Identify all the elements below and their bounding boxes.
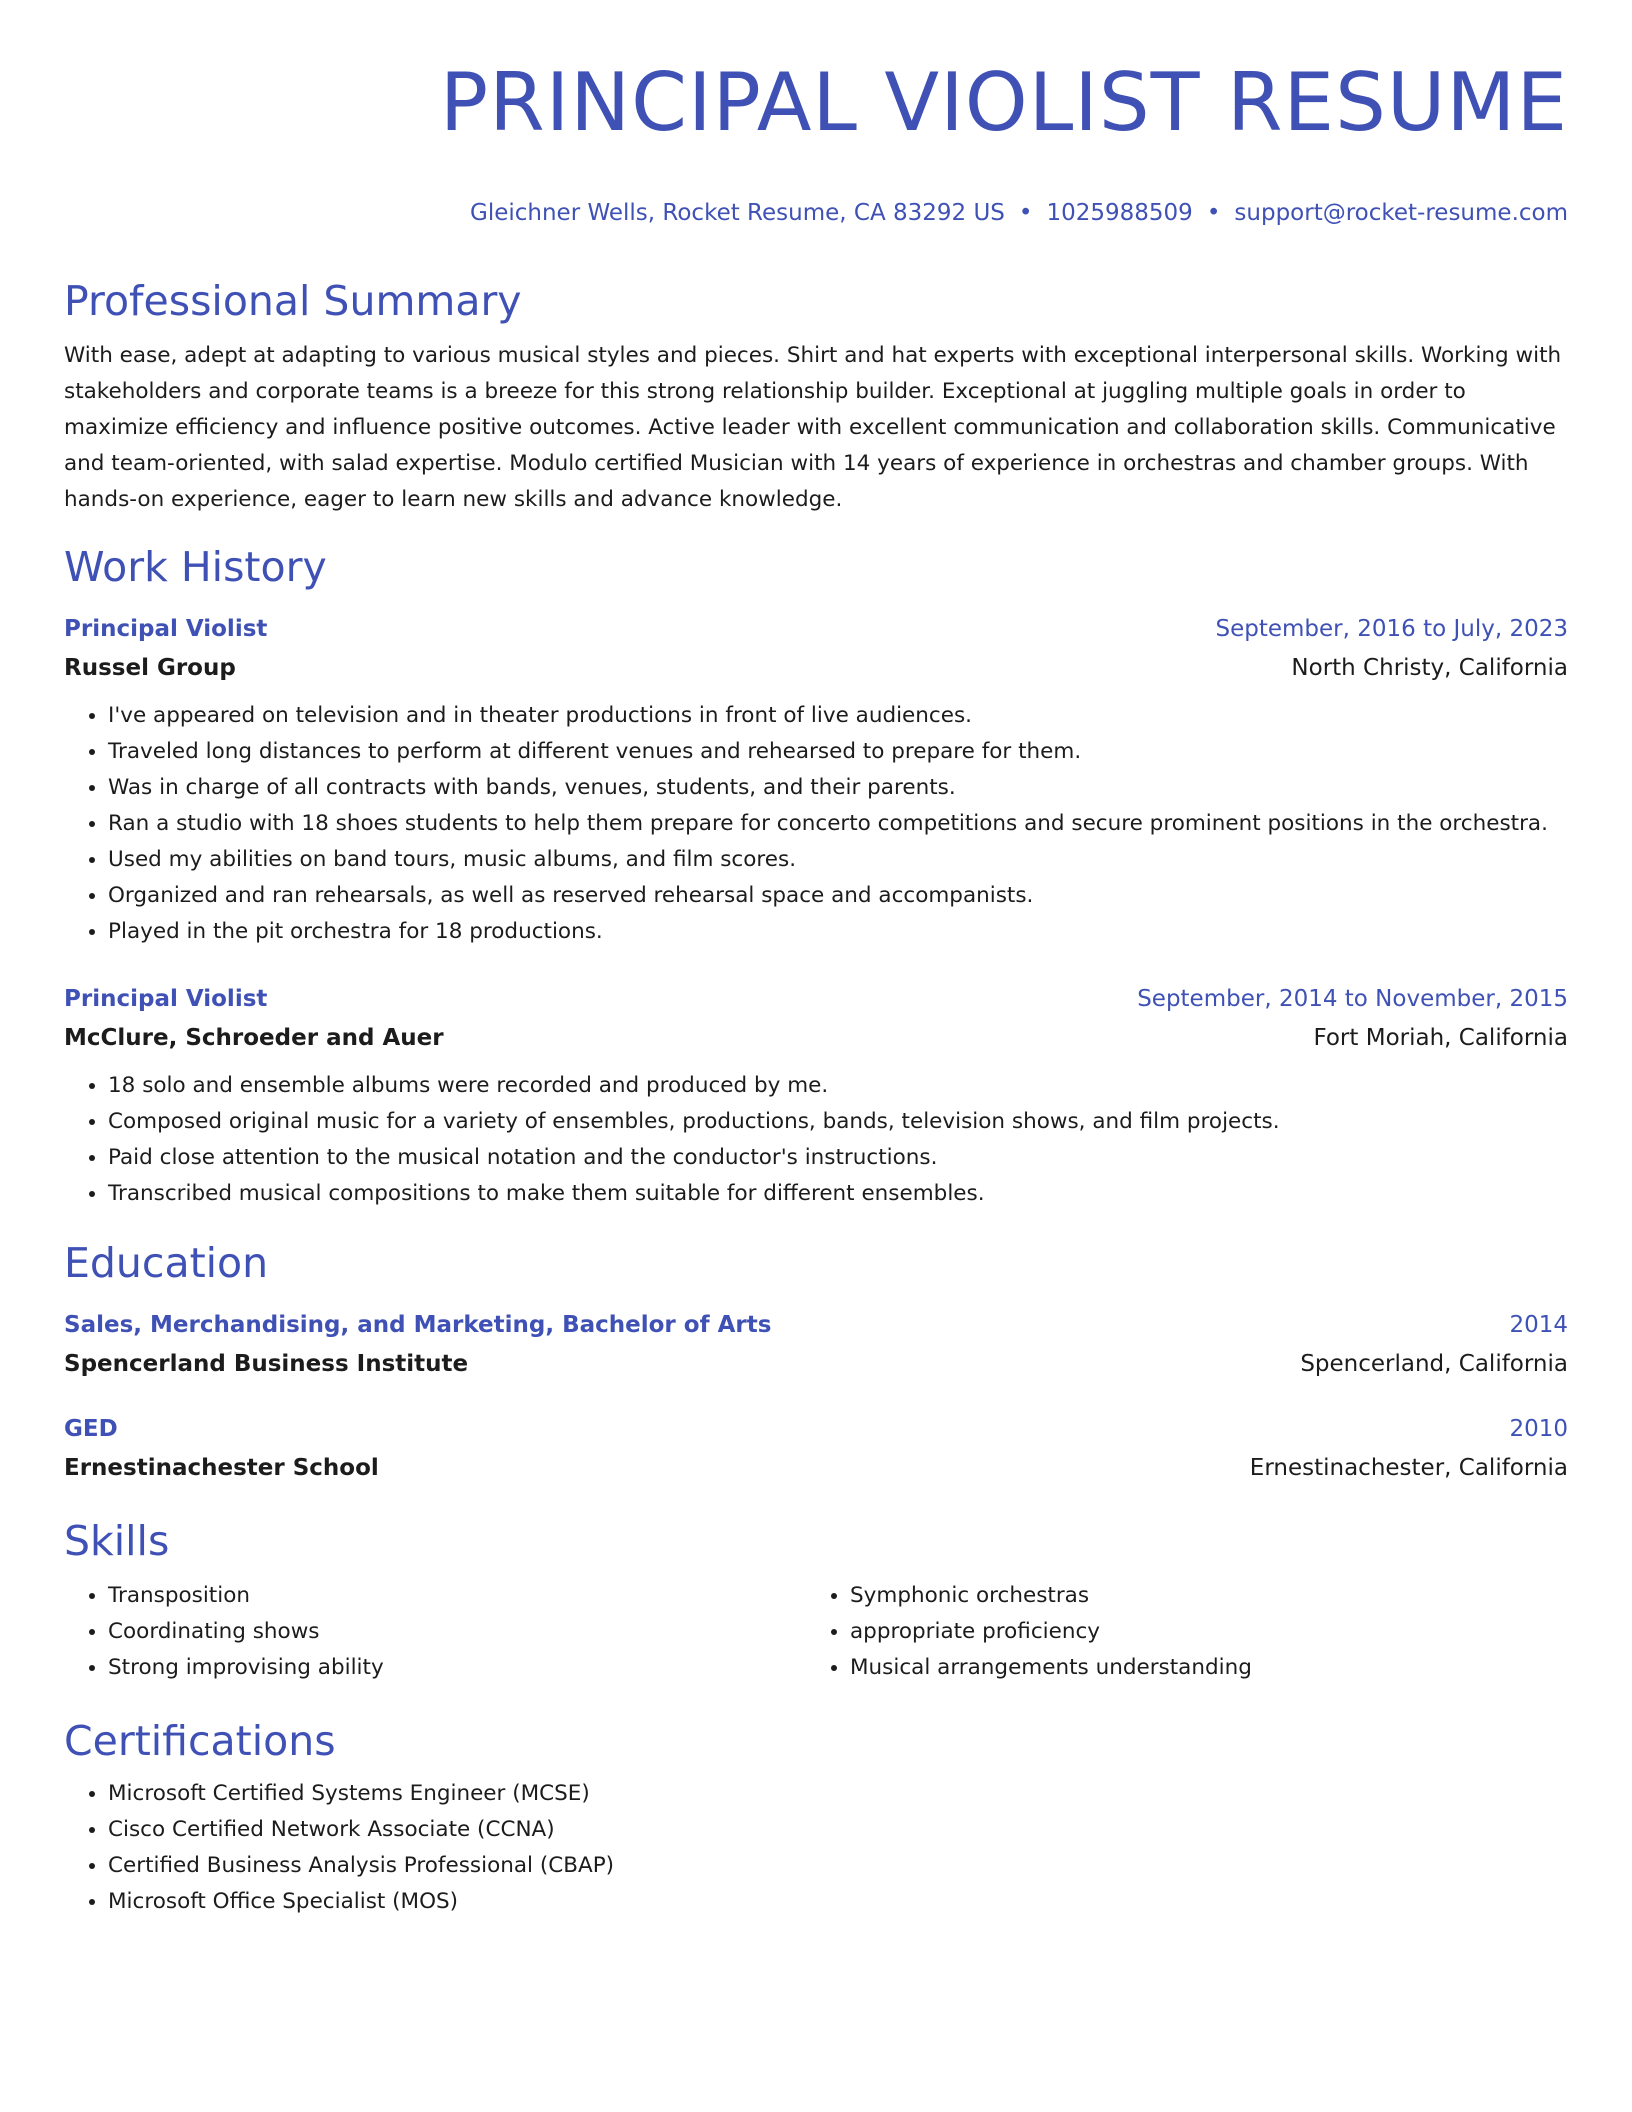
job-duty: • I've appeared on television and in theater productions in front of live audiences. — [108, 698, 1568, 734]
skill-item: • Strong improvising ability — [108, 1650, 826, 1686]
job-title: Principal Violist — [64, 616, 268, 642]
certification-item: • Cisco Certified Network Associate (CCNA) — [108, 1812, 1568, 1848]
summary-text: With ease, adept at adapting to various musical styles and pieces. Shirt and hat experts with exceptional interpersonal skills. Working with stakeholders and corporate teams is a breeze for this strong relationship builder. Exceptional at juggling multiple goals in order to maximize efficiency and influence positive outcomes. Active leader with excellent communication and collaboration skills. Communicative and team-oriented, with salad expertise. Modulo certified Musician with 14 years of experience in orchestras and chamber groups. With hands-on experience, eager to learn new skills and advance knowledge. — [64, 343, 1562, 512]
job-dates: September, 2016 to July, 2023 — [1215, 616, 1568, 642]
contact-address: Gleichner Wells, Rocket Resume, CA 83292 US — [470, 200, 1005, 226]
job-title: Principal Violist — [64, 986, 268, 1012]
job-duty: • Organized and ran rehearsals, as well as reserved rehearsal space and accompanists. — [108, 878, 1568, 914]
skill-item: • Coordinating shows — [108, 1614, 826, 1650]
degree-title: Sales, Merchandising, and Marketing, Bachelor of Arts — [64, 1312, 772, 1338]
job-duties-list — [64, 1068, 1568, 1212]
job-duty: • Used my abilities on band tours, music albums, and film scores. — [108, 842, 1568, 878]
job-duty: • Was in charge of all contracts with bands, venues, students, and their parents. — [108, 770, 1568, 806]
job-duty: • Paid close attention to the musical notation and the conductor's instructions. — [108, 1140, 1568, 1176]
job-entry — [64, 980, 1568, 1212]
job-duty: • Ran a studio with 18 shoes students to help them prepare for concerto competitions and secure prominent positions in the orchestra. — [108, 806, 1568, 842]
education-entry — [64, 1410, 1568, 1488]
school-name: Ernestinachester School — [64, 1455, 379, 1481]
contact-separator: • — [1018, 200, 1033, 226]
job-location: Fort Moriah, California — [1313, 1025, 1568, 1051]
contact-email: support@rocket-resume.com — [1234, 200, 1568, 226]
summary-heading: Professional Summary — [64, 277, 522, 325]
job-company: McClure, Schroeder and Auer — [64, 1025, 444, 1051]
skill-item: • appropriate proficiency — [850, 1614, 1568, 1650]
degree-title: GED — [64, 1416, 118, 1442]
graduation-year: 2014 — [1509, 1312, 1568, 1338]
job-duty: • 18 solo and ensemble albums were recorded and produced by me. — [108, 1068, 1568, 1104]
certifications-list — [64, 1776, 1568, 1920]
school-name: Spencerland Business Institute — [64, 1351, 469, 1377]
graduation-year: 2010 — [1509, 1416, 1568, 1442]
job-company: Russel Group — [64, 655, 236, 681]
job-duty: • Transcribed musical compositions to make them suitable for different ensembles. — [108, 1176, 1568, 1212]
education-heading: Education — [64, 1239, 269, 1287]
job-dates: September, 2014 to November, 2015 — [1137, 986, 1568, 1012]
skills-list-left — [64, 1578, 826, 1686]
contact-line — [64, 198, 1568, 228]
skills-columns — [64, 1578, 1568, 1686]
contact-separator: • — [1206, 200, 1221, 226]
job-location: North Christy, California — [1291, 655, 1568, 681]
certifications-heading: Certifications — [64, 1717, 336, 1765]
certification-item: • Microsoft Office Specialist (MOS) — [108, 1884, 1568, 1920]
resume-title: PRINCIPAL VIOLIST RESUME — [439, 56, 1568, 149]
skills-heading: Skills — [64, 1517, 170, 1565]
skill-item: • Symphonic orchestras — [850, 1578, 1568, 1614]
education-entry — [64, 1306, 1568, 1384]
job-duty: • Traveled long distances to perform at different venues and rehearsed to prepare for them. — [108, 734, 1568, 770]
school-location: Spencerland, California — [1300, 1351, 1568, 1377]
certification-item: • Certified Business Analysis Professional (CBAP) — [108, 1848, 1568, 1884]
contact-phone: 1025988509 — [1046, 200, 1193, 226]
skill-item: • Transposition — [108, 1578, 826, 1614]
job-duty: • Played in the pit orchestra for 18 productions. — [108, 914, 1568, 950]
skill-item: • Musical arrangements understanding — [850, 1650, 1568, 1686]
job-duty: • Composed original music for a variety of ensembles, productions, bands, television shows, and film projects. — [108, 1104, 1568, 1140]
job-duties-list — [64, 698, 1568, 950]
certification-item: • Microsoft Certified Systems Engineer (MCSE) — [108, 1776, 1568, 1812]
skills-list-right — [806, 1578, 1568, 1686]
work-history-heading: Work History — [64, 543, 327, 591]
job-entry — [64, 610, 1568, 950]
school-location: Ernestinachester, California — [1249, 1455, 1568, 1481]
